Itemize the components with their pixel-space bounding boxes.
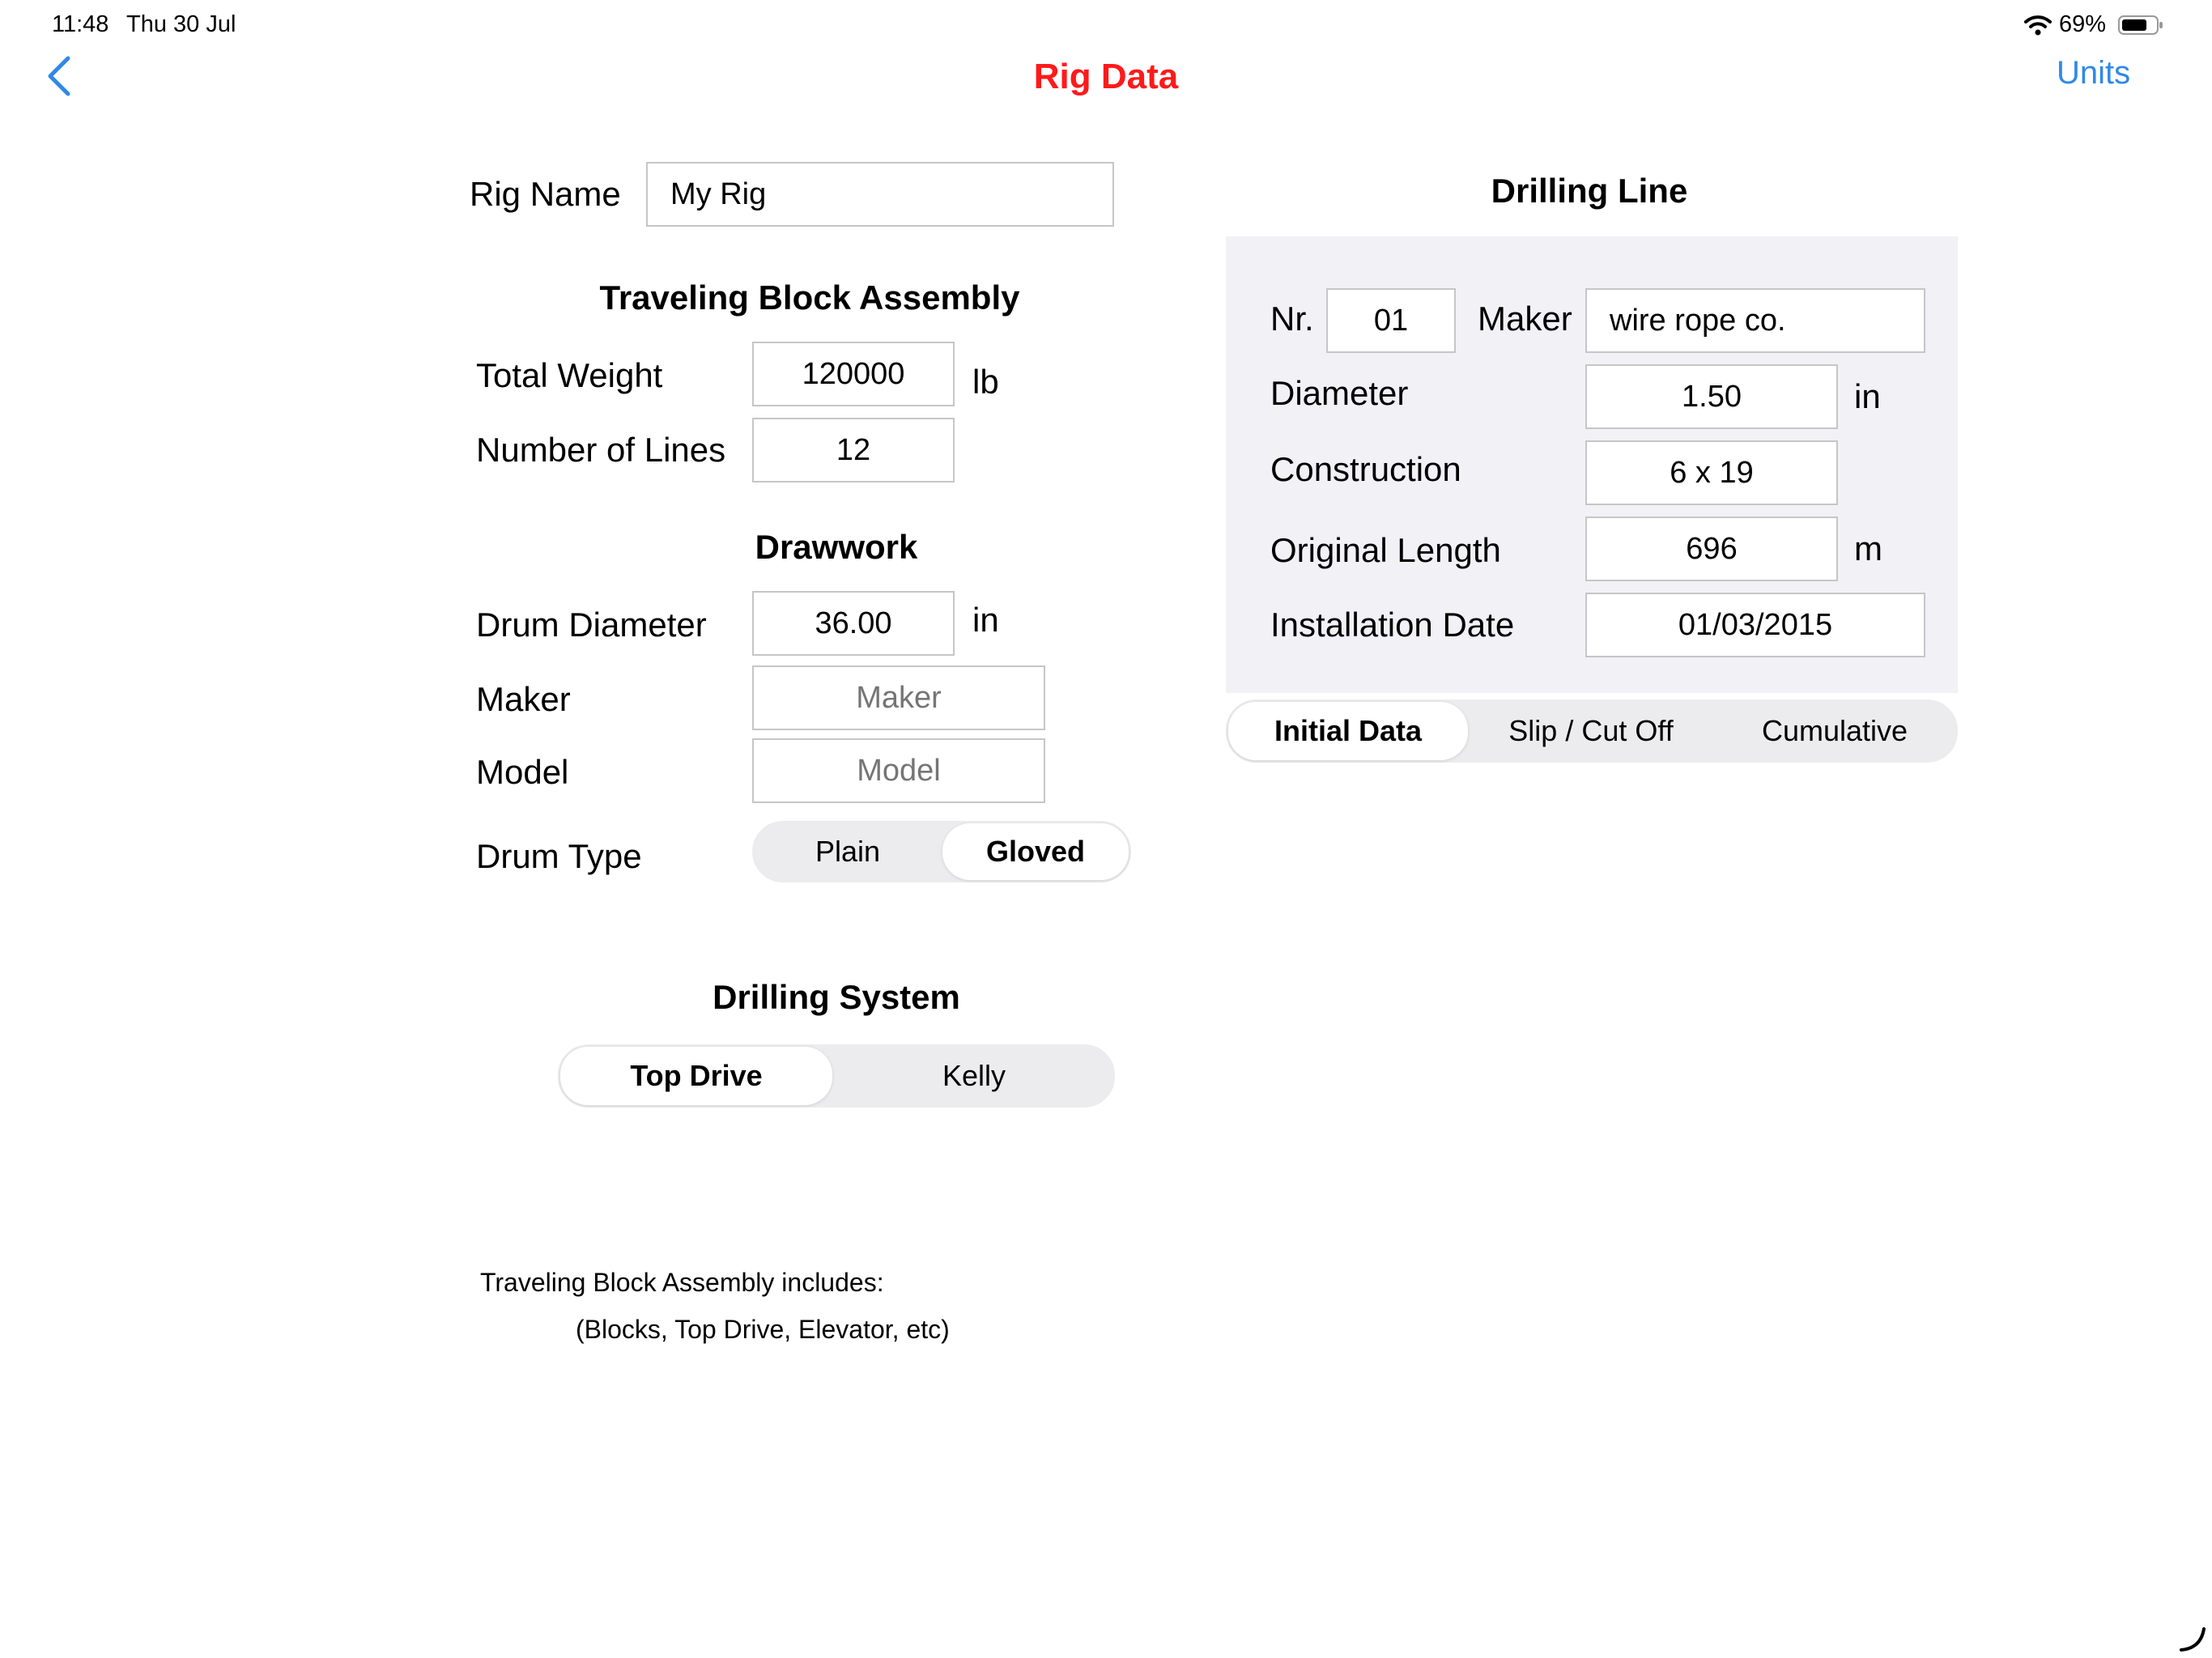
line-diameter-input[interactable] [1585,364,1838,429]
drilling-system-segmented-control[interactable] [558,1044,1115,1107]
tab-initial-data[interactable]: Initial Data [1228,702,1468,760]
drilling-line-tab-control[interactable] [1226,699,1958,763]
drawwork-heading: Drawwork [755,528,918,566]
wifi-icon [2024,15,2052,36]
total-weight-unit: lb [972,363,999,401]
line-maker-label: Maker [1478,300,1572,338]
drawwork-maker-input[interactable] [752,665,1045,730]
original-length-input[interactable] [1585,517,1838,581]
construction-label: Construction [1270,450,1461,488]
drilling-system-heading: Drilling System [713,978,960,1016]
drum-diameter-input[interactable] [752,591,955,656]
original-length-label: Original Length [1270,531,1501,569]
note-line-2: (Blocks, Top Drive, Elevator, etc) [576,1315,950,1344]
line-diameter-label: Diameter [1270,374,1409,412]
rig-name-input[interactable] [646,162,1114,227]
resize-corner-icon [2178,1624,2207,1653]
units-button[interactable]: Units [2057,55,2131,91]
installation-date-input[interactable] [1585,593,1925,657]
drawwork-maker-label: Maker [476,680,571,718]
status-date: Thu 30 Jul [126,11,236,37]
drum-type-label: Drum Type [476,837,642,875]
line-nr-input[interactable] [1326,288,1456,353]
number-of-lines-input[interactable] [752,418,955,483]
line-nr-label: Nr. [1270,300,1314,338]
rig-name-label: Rig Name [470,175,621,213]
original-length-unit: m [1854,529,1882,568]
total-weight-label: Total Weight [476,356,663,394]
drilling-line-panel [1226,236,1958,693]
line-maker-input[interactable] [1585,288,1925,353]
chevron-left-icon [40,52,76,100]
drawwork-model-input[interactable] [752,738,1045,803]
drum-diameter-label: Drum Diameter [476,606,707,644]
drum-type-plain-option[interactable]: Plain [815,835,881,868]
back-button[interactable] [40,52,76,100]
status-time: 11:48 [52,11,109,37]
traveling-block-heading: Traveling Block Assembly [599,278,1020,317]
note-line-1: Traveling Block Assembly includes: [480,1268,884,1297]
battery-icon [2118,15,2163,36]
tab-cumulative[interactable]: Cumulative [1761,714,1908,747]
drilling-system-top-drive-option[interactable]: Top Drive [560,1047,832,1105]
tab-slip-cut-off[interactable]: Slip / Cut Off [1508,714,1674,747]
page-title: Rig Data [1033,57,1179,96]
drilling-system-kelly-option[interactable]: Kelly [942,1059,1006,1092]
total-weight-input[interactable] [752,342,955,406]
drawwork-model-label: Model [476,753,569,791]
drilling-line-heading: Drilling Line [1491,172,1688,210]
construction-input[interactable] [1585,440,1838,505]
installation-date-label: Installation Date [1270,606,1515,644]
number-of-lines-label: Number of Lines [476,431,726,469]
drum-type-segmented-control[interactable] [752,821,1131,882]
line-diameter-unit: in [1854,377,1881,415]
battery-percentage: 69% [2059,11,2107,37]
drum-diameter-unit: in [972,601,999,639]
drum-type-gloved-option[interactable]: Gloved [942,823,1129,880]
